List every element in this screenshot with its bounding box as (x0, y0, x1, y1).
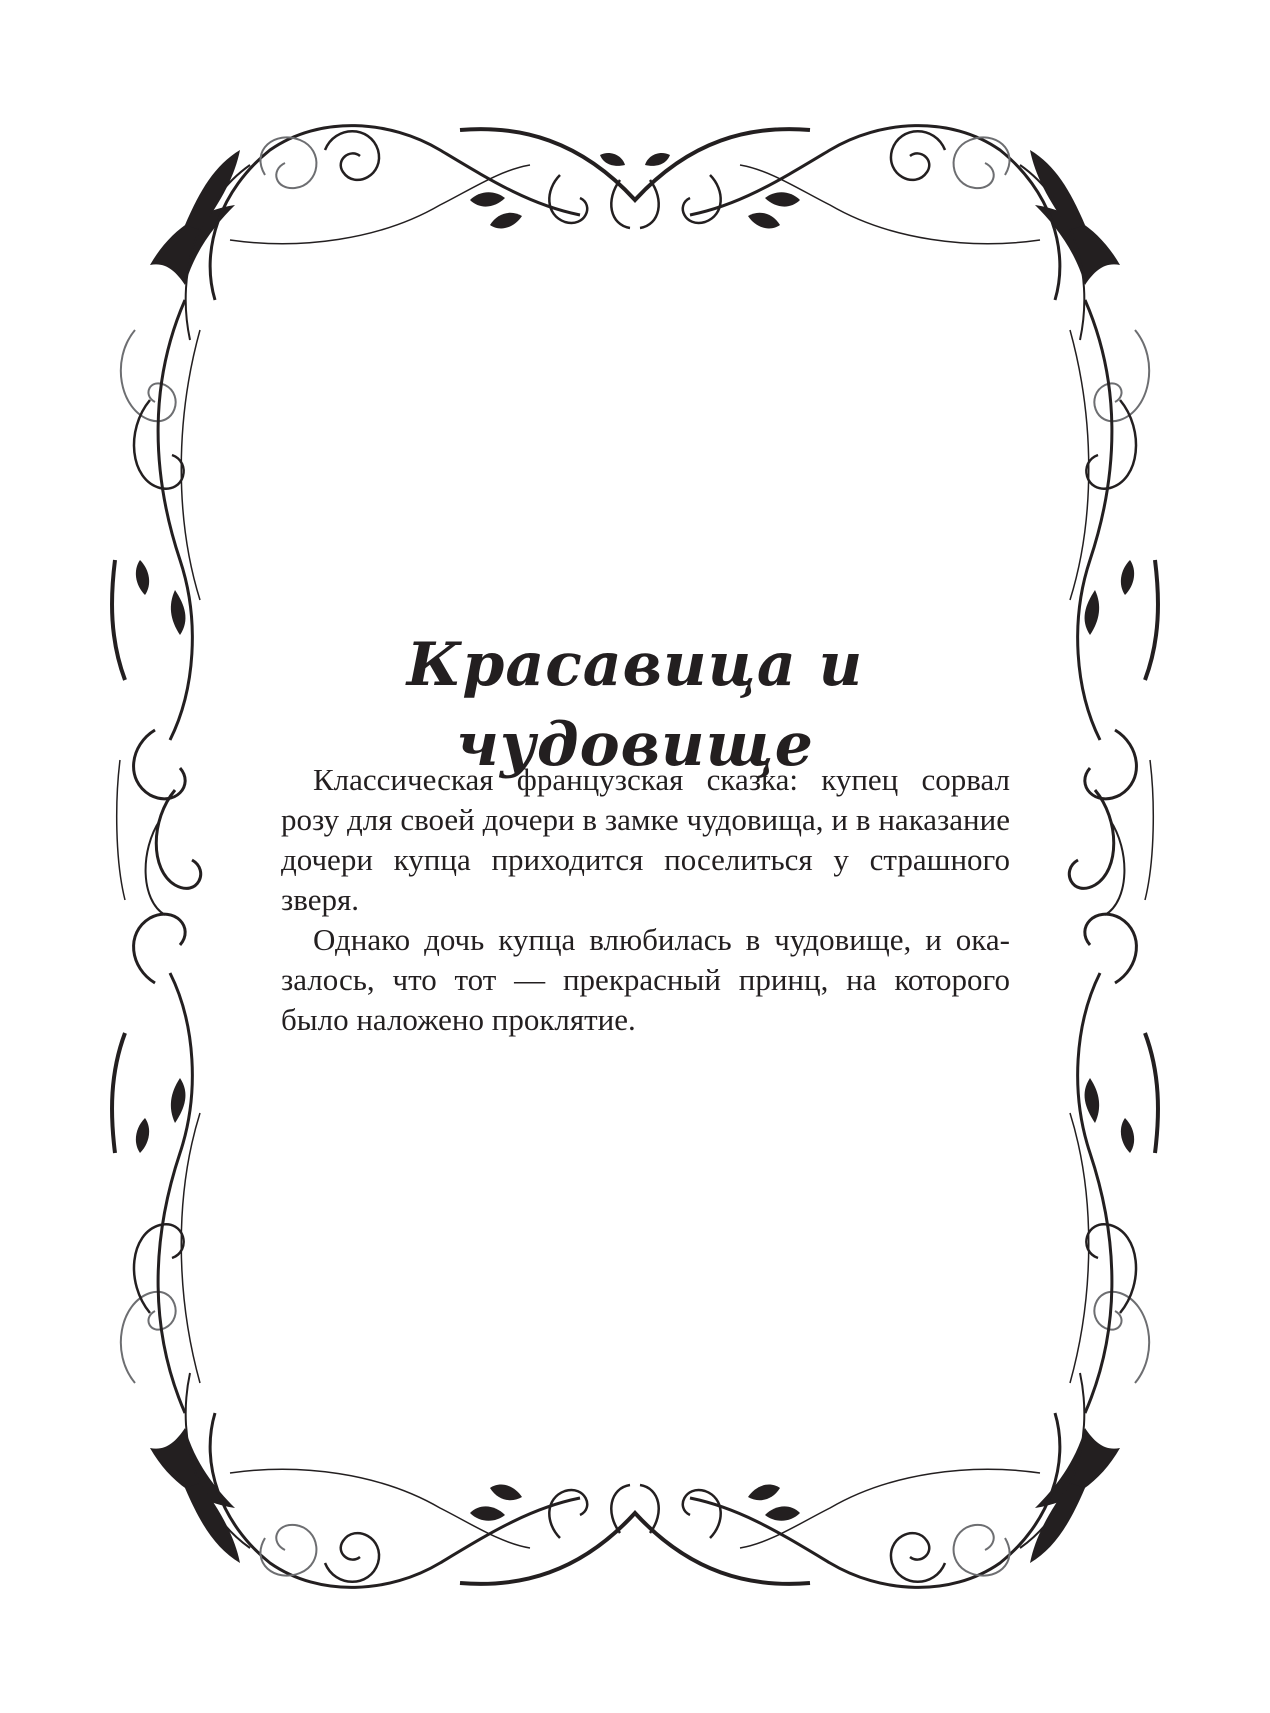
paragraph: Однако дочь купца влюбилась в чудовище, и оказалось, что тот — прекрасный принц, на которого было наложено проклятие. (281, 922, 1010, 1037)
paragraph: Классическая французская сказка: купец сорвал розу для своей дочери в замке чудовища, и в наказание дочери купца приходится поселиться у страшного зверя. (281, 762, 1010, 917)
page-title: Красавица и чудовище (406, 630, 864, 780)
story-description (281, 760, 1010, 1040)
right-mid-ornament (1069, 760, 1153, 915)
left-mid-ornament (117, 760, 201, 915)
